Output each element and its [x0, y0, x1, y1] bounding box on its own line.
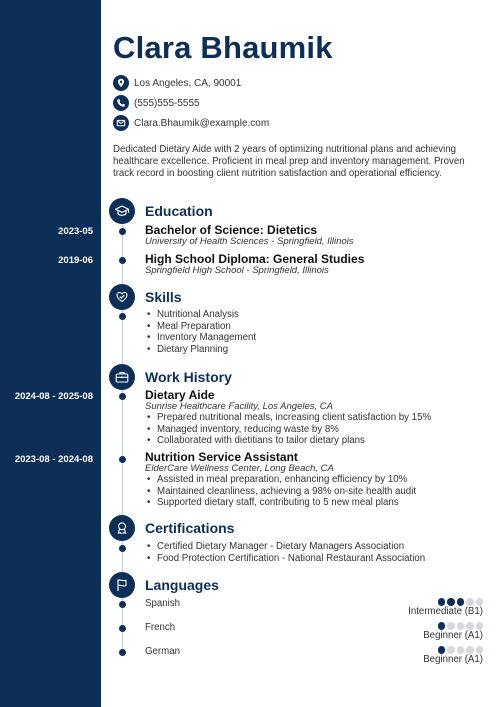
list-item: • Certified Dietary Manager - Dietary Managers Association: [145, 541, 425, 553]
rating-dot-empty: [476, 622, 484, 630]
job-title: Nutrition Service Assistant: [145, 450, 298, 464]
language-name: French: [145, 622, 176, 633]
school-name: Springfield High School - Springfield, Illinois: [145, 265, 329, 276]
section-title-skills: Skills: [145, 289, 182, 305]
job-bullets: [145, 412, 431, 447]
company-name: ElderCare Wellness Center, Long Beach, CA: [145, 463, 334, 474]
rating-dot-empty: [466, 646, 474, 654]
certifications-list: [145, 541, 425, 564]
timeline-dot: [119, 601, 126, 608]
timeline-dot: [119, 393, 126, 400]
timeline-dot: [119, 545, 126, 552]
list-item: • Maintained cleanliness, achieving a 98% on-site health audit: [145, 486, 416, 498]
rating-dot-filled: [438, 598, 446, 606]
job-bullets: [145, 474, 416, 509]
list-item: • Supported dietary staff, contributing to 5 new meal plans: [145, 497, 416, 509]
envelope-icon: [113, 115, 129, 131]
language-level: Beginner (A1): [423, 630, 483, 641]
sidebar: [0, 0, 101, 707]
job-date: 2024-08 - 2025-08: [14, 391, 93, 402]
job-title: Dietary Aide: [145, 388, 215, 402]
location-pin-icon: [113, 75, 129, 91]
rating-dot-empty: [476, 598, 484, 606]
degree-title: High School Diploma: General Studies: [145, 252, 365, 266]
rating-dot-empty: [476, 646, 484, 654]
rating-dot-empty: [457, 622, 465, 630]
timeline-dot: [119, 257, 126, 264]
education-date: 2023-05: [58, 226, 93, 237]
timeline-dot: [119, 649, 126, 656]
language-rating: [436, 622, 484, 630]
language-name: German: [145, 646, 180, 657]
job-date: 2023-08 - 2024-08: [14, 454, 93, 465]
list-item: • Assisted in meal preparation, enhancing efficiency by 10%: [145, 474, 416, 486]
education-date: 2019-06: [58, 255, 93, 266]
rating-dot-empty: [466, 598, 474, 606]
rating-dot-empty: [457, 646, 465, 654]
timeline-dot: [119, 228, 126, 235]
award-ribbon-icon: [109, 515, 135, 541]
company-name: Sunrise Healthcare Facility, Los Angeles, CA: [145, 401, 333, 412]
candidate-name: Clara Bhaumik: [113, 30, 333, 65]
list-item: • Meal Preparation: [145, 321, 256, 333]
address-text: Los Angeles, CA, 90001: [134, 77, 242, 89]
timeline-dot: [119, 313, 126, 320]
skills-list: [145, 309, 256, 356]
phone-icon: [113, 95, 129, 111]
degree-title: Bachelor of Science: Dietetics: [145, 223, 318, 237]
professional-summary: Dedicated Dietary Aide with 2 years of optimizing nutritional plans and achieving healthcare excellence. Proficient in meal prep and inventory management. Proven track record in boosting client nutrition satisfaction and operational efficiency.: [113, 144, 465, 179]
contact-email: [113, 115, 269, 131]
rating-dot-filled: [438, 646, 446, 654]
briefcase-icon: [109, 364, 135, 390]
rating-dot-filled: [457, 598, 465, 606]
graduation-cap-icon: [109, 198, 135, 224]
email-text[interactable]: Clara.Bhaumik@example.com: [134, 117, 270, 129]
list-item: • Nutritional Analysis: [145, 309, 256, 321]
section-title-education: Education: [145, 203, 213, 219]
contact-phone: [113, 95, 200, 111]
section-title-work-history: Work History: [145, 369, 232, 385]
language-level: Beginner (A1): [423, 654, 483, 665]
list-item: • Inventory Management: [145, 332, 256, 344]
flag-icon: [109, 572, 135, 598]
language-name: Spanish: [145, 598, 181, 609]
rating-dot-filled: [447, 598, 455, 606]
rating-dot-empty: [466, 622, 474, 630]
rating-dot-empty: [447, 646, 455, 654]
contact-address: [113, 75, 241, 91]
language-rating: [436, 646, 484, 654]
list-item: • Dietary Planning: [145, 344, 256, 356]
list-item: • Food Protection Certification - National Restaurant Association: [145, 553, 425, 565]
language-level: Intermediate (B1): [408, 606, 483, 617]
school-name: University of Health Sciences - Springfield, Illinois: [145, 236, 354, 247]
list-item: • Managed inventory, reducing waste by 8%: [145, 424, 431, 436]
list-item: • Prepared nutritional meals, increasing client satisfaction by 15%: [145, 412, 431, 424]
heart-hand-icon: [109, 284, 135, 310]
timeline-dot: [119, 625, 126, 632]
section-title-certifications: Certifications: [145, 520, 235, 536]
rating-dot-filled: [438, 622, 446, 630]
rating-dot-empty: [447, 622, 455, 630]
language-rating: [436, 598, 484, 606]
list-item: • Collaborated with dietitians to tailor dietary plans: [145, 435, 431, 447]
section-title-languages: Languages: [145, 577, 219, 593]
phone-text[interactable]: (555)555-5555: [134, 97, 200, 109]
timeline-dot: [119, 456, 126, 463]
